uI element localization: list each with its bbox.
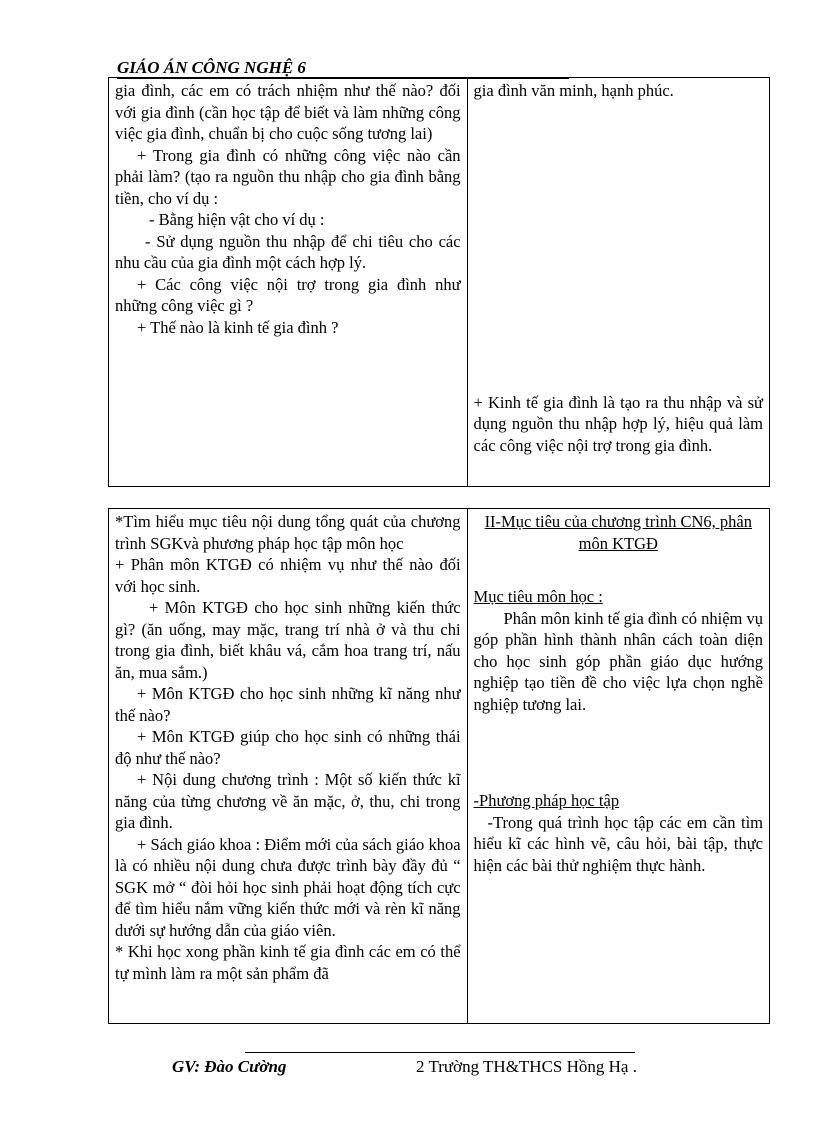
activity-cell xyxy=(109,78,468,487)
paragraph: + Môn KTGĐ giúp cho học sinh có những thái độ như thế nào? xyxy=(115,727,461,768)
section-heading: II-Mục tiêu của chương trình CN6, phân môn KTGĐ xyxy=(484,512,752,553)
paragraph: + Thế nào là kinh tế gia đình ? xyxy=(137,317,339,337)
paragraph: * Khi học xong phần kinh tế gia đình các em có thể tự mình làm ra một sản phẩm đã xyxy=(115,942,461,983)
objective-label: Mục tiêu môn học : xyxy=(473,587,603,606)
content-cell xyxy=(467,78,769,487)
paragraph: + Nội dung chương trình : Một số kiến thức kĩ năng của từng chương về ăn mặc, ở, thu, chi trong gia đình. xyxy=(115,770,461,832)
paragraph: *Tìm hiểu mục tiêu nội dung tổng quát của chương trình SGKvà phương pháp học tập môn học xyxy=(115,512,461,553)
paragraph: + Môn KTGĐ cho học sinh những kiến thức gì? (ăn uống, may mặc, trang trí nhà ở và thu chi trong gia đình, biết khâu vá, cắm hoa trang trí, nấu ăn, mua sắm.) xyxy=(115,598,461,682)
paragraph: gia đình, các em có trách nhiệm như thế nào? đối với gia đình (cần học tập để biết và làm những công việc gia đình, chuẩn bị cho cuộc sống tương lai) xyxy=(115,81,461,143)
table-row xyxy=(109,78,770,487)
paragraph: + Sách giáo khoa : Điểm mới của sách giáo khoa là có nhiều nội dung chưa được trình bày đầy đủ “ SGK mở “ đòi hỏi học sinh phải hoạt động tích cực để tìm hiểu nắm vững kiến thức mới và rèn kĩ năng dưới sự hướng dẫn của giáo viên. xyxy=(115,834,461,940)
header-title: GIÁO ÁN CÔNG NGHỆ 6 xyxy=(117,58,306,77)
lesson-table-2 xyxy=(108,508,770,1024)
paragraph: gia đình văn minh, hạnh phúc. xyxy=(473,81,674,100)
content-cell xyxy=(467,509,769,1024)
paragraph: + Các công việc nội trợ trong gia đình như những công việc gì ? xyxy=(115,274,461,315)
paragraph: + Kinh tế gia đình là tạo ra thu nhập và sử dụng nguồn thu nhập hợp lý, hiệu quả làm các công việc nội trợ trong gia đình. xyxy=(473,392,763,455)
paragraph: + Trong gia đình có những công việc nào cần phải làm? (tạo ra nguồn thu nhập cho gia đình bằng tiền, cho ví dụ : xyxy=(115,145,461,208)
footer-divider xyxy=(245,1052,635,1053)
paragraph: + Phân môn KTGĐ có nhiệm vụ như thế nào đối với học sinh. xyxy=(115,555,461,596)
objective-text: Phân môn kinh tế gia đình có nhiệm vụ góp phần hình thành nhân cách toàn diện cho học sinh góp phần giáo dục hướng nghiệp tạo tiền đề cho việc lựa chọn nghề nghiệp tương lai. xyxy=(473,608,763,714)
method-text: -Trong quá trình học tập các em cần tìm hiểu kĩ các hình vẽ, câu hỏi, bài tập, thực hiện các bài thử nghiệm thực hành. xyxy=(473,812,763,875)
document-header xyxy=(117,58,569,79)
method-label: -Phương pháp học tập xyxy=(473,791,620,810)
footer-page-school: 2 Trường TH&THCS Hồng Hạ . xyxy=(416,1057,637,1076)
lesson-table-1 xyxy=(108,77,770,487)
activity-cell xyxy=(109,509,468,1024)
footer-teacher: GV: Đào Cường xyxy=(172,1057,287,1076)
table-row xyxy=(109,509,770,1024)
paragraph: - Sử dụng nguồn thu nhập để chi tiêu cho các nhu cầu của gia đình một cách hợp lý. xyxy=(115,231,461,272)
paragraph: + Môn KTGĐ cho học sinh những kĩ năng như thế nào? xyxy=(115,684,461,725)
paragraph: - Bằng hiện vật cho ví dụ : xyxy=(149,210,325,229)
